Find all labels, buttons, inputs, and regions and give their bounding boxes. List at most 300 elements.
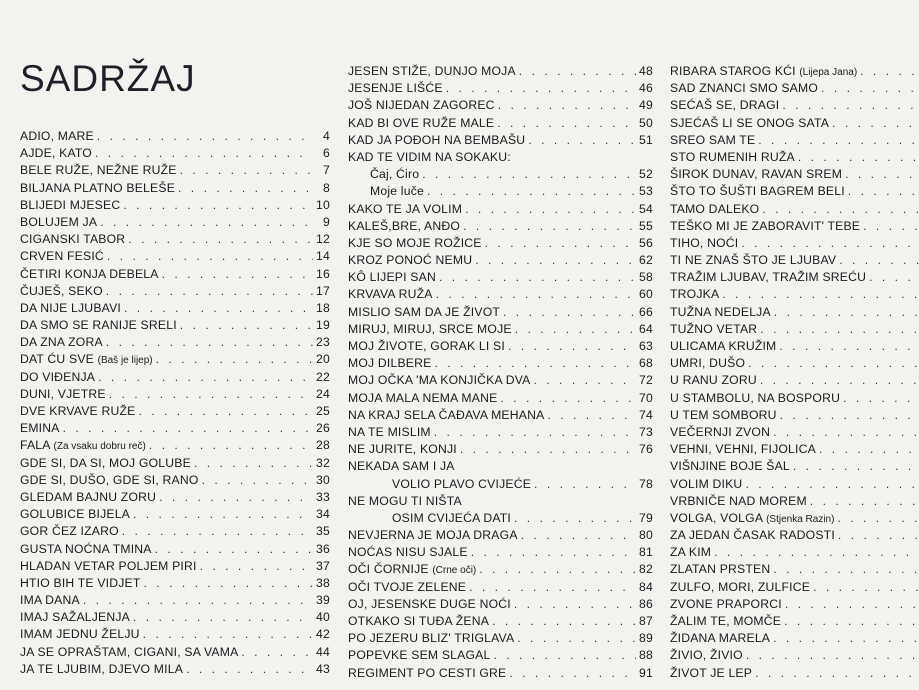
toc-entry <box>348 235 653 252</box>
toc-entry <box>670 647 919 664</box>
dot-leader <box>109 386 313 403</box>
song-title-text: ŽALIM TE, MOMČE <box>670 614 782 628</box>
song-title-text: OTKAKO SI TUĐA ŽENA <box>348 614 490 628</box>
song-title-text: NA KRAJ SELA ČAĐAVA MEHANA <box>348 407 545 422</box>
song-title-text: ŽIDANA MARELA <box>670 631 771 646</box>
song-title-text: TEŠKO MI JE ZABORAVIT' TEBE <box>670 218 861 233</box>
toc-entry <box>670 630 919 647</box>
page-number: 89 <box>639 631 653 646</box>
dot-leader <box>773 561 919 578</box>
toc-entry <box>670 235 919 252</box>
song-title <box>20 575 141 592</box>
dot-leader <box>722 286 919 303</box>
page-number: 34 <box>316 507 330 522</box>
toc-entry <box>20 420 330 437</box>
dot-leader <box>762 201 919 218</box>
toc-entry <box>670 166 919 183</box>
page-number: 48 <box>639 64 653 78</box>
page-number: 68 <box>639 356 653 371</box>
page-number: 9 <box>323 214 330 229</box>
toc-entry <box>670 80 919 97</box>
toc-entry <box>20 558 330 575</box>
toc-entry <box>670 407 919 424</box>
page-number: 38 <box>316 575 330 590</box>
page-number: 60 <box>639 287 653 302</box>
song-title <box>20 128 94 145</box>
song-title <box>348 458 455 475</box>
song-title-text: TRAŽIM LJUBAV, TRAŽIM SREĆU <box>670 270 867 285</box>
page-number: 55 <box>639 218 653 233</box>
song-title <box>20 283 103 300</box>
toc-entry <box>670 390 919 407</box>
dot-leader <box>471 544 636 561</box>
toc-entry <box>670 510 919 527</box>
page-number: 19 <box>316 318 330 333</box>
toc-entry <box>670 596 919 613</box>
dot-leader <box>779 338 919 355</box>
dot-leader <box>773 424 919 441</box>
page-number: 58 <box>639 270 653 285</box>
page-number: 81 <box>639 545 653 560</box>
toc-entry <box>20 472 330 489</box>
dot-leader <box>517 630 636 647</box>
page-number: 86 <box>639 596 653 611</box>
toc-entry <box>670 441 919 458</box>
song-alt-title: (Za vsaku dobru reč) <box>53 441 146 453</box>
dot-leader <box>98 369 313 386</box>
song-title-text: HLADAN VETAR POLJEM PIRI <box>20 558 197 573</box>
dot-leader <box>514 510 636 527</box>
song-title <box>348 372 531 389</box>
dot-leader <box>124 300 313 317</box>
song-title <box>670 476 742 493</box>
song-title-text: ČETIRI KONJA DEBELA <box>20 266 159 281</box>
song-title-text: Čaj, Ćiro <box>370 167 420 182</box>
dot-leader <box>793 458 919 475</box>
song-title-text: ČUJEŠ, SEKO <box>20 283 103 298</box>
song-title-text: GOLUBICE BIJELA <box>20 507 131 522</box>
dot-leader <box>100 214 313 231</box>
toc-entry <box>348 596 653 613</box>
page-number: 79 <box>639 510 653 525</box>
toc-entry <box>20 334 330 351</box>
dot-leader <box>159 489 313 506</box>
dot-leader <box>798 149 919 166</box>
dot-leader <box>493 647 636 664</box>
song-title <box>348 235 482 252</box>
song-title <box>670 63 857 80</box>
song-title-text: BILJANA PLATNO BELEŠE <box>20 180 176 195</box>
song-title <box>20 300 121 317</box>
toc-entry <box>348 458 653 475</box>
toc-entry <box>20 351 330 368</box>
song-title <box>670 80 818 97</box>
contents-column-2 <box>348 63 653 682</box>
song-title-text: KAD TE VIDIM NA SOKAKU: <box>348 149 511 164</box>
song-title <box>348 115 494 132</box>
song-title-text: MIRUJ, MIRUJ, SRCE MOJE <box>348 321 512 336</box>
page-number: 64 <box>639 321 653 336</box>
toc-entry <box>20 266 330 283</box>
page-number: 40 <box>316 610 330 625</box>
dot-leader <box>845 166 919 183</box>
dot-leader <box>780 407 919 424</box>
song-title <box>348 286 433 303</box>
dot-leader <box>422 166 636 183</box>
song-title-text: DA SMO SE RANIJE SRELI <box>20 318 177 333</box>
song-title-text: OČI TVOJE ZELENE <box>348 579 467 594</box>
song-title-text: ŽIVIO, ŽIVIO <box>670 648 743 663</box>
dot-leader <box>202 472 313 489</box>
dot-leader <box>465 201 636 218</box>
song-title <box>20 609 130 626</box>
dot-leader <box>748 355 919 372</box>
dot-leader <box>128 231 313 248</box>
song-title <box>670 579 810 596</box>
song-title <box>20 506 130 523</box>
toc-entry <box>348 115 653 132</box>
toc-entry <box>348 510 653 527</box>
song-title-text: NOĆAS NISU SJALE <box>348 545 468 560</box>
page-number: 26 <box>316 421 330 436</box>
contents-column-1 <box>20 128 330 678</box>
toc-entry <box>670 527 919 544</box>
song-title <box>20 197 120 214</box>
page-number: 36 <box>316 541 330 556</box>
song-title-text: ZVONE PRAPORCI <box>670 596 782 611</box>
song-title-text: KAD BI OVE RUŽE MALE <box>348 115 495 130</box>
toc-entry <box>348 321 653 338</box>
song-title-text: VEČERNJI ZVON <box>670 424 771 439</box>
page-number: 35 <box>316 524 330 539</box>
toc-entry <box>20 592 330 609</box>
song-title <box>348 321 512 338</box>
toc-entry <box>20 231 330 248</box>
song-title-text: MOJ DILBERE <box>348 356 432 371</box>
dot-leader <box>773 630 919 647</box>
song-title <box>348 149 511 166</box>
song-title <box>20 644 238 661</box>
song-title <box>20 351 153 369</box>
toc-entry <box>670 613 919 630</box>
dot-leader <box>515 321 636 338</box>
song-title <box>348 424 431 441</box>
toc-entry <box>20 437 330 454</box>
song-title <box>20 369 95 386</box>
song-title <box>20 523 119 540</box>
page-number: 28 <box>316 438 330 453</box>
toc-entry <box>670 338 919 355</box>
toc-entry <box>348 338 653 355</box>
song-title-text: TUŽNA NEDELJA <box>670 304 771 319</box>
toc-entry <box>348 441 653 458</box>
song-title-text: KAKO TE JA VOLIM <box>348 201 463 216</box>
page-number: 49 <box>639 98 653 113</box>
song-title <box>20 661 183 678</box>
dot-leader <box>144 575 313 592</box>
toc-entry <box>20 128 330 145</box>
song-title <box>20 541 152 558</box>
song-title-text: NEVJERNA JE MOJA DRAGA <box>348 528 518 543</box>
dot-leader <box>479 561 636 578</box>
toc-entry <box>20 180 330 197</box>
toc-entry <box>670 579 919 596</box>
song-title-text: KAD JA POĐOH NA BEMBAŠU <box>348 132 526 147</box>
dot-leader <box>760 321 919 338</box>
song-title-text: JESEN STIŽE, DUNJO MOJA <box>348 64 516 78</box>
song-title-text: KÔ LIJEPI SAN <box>348 270 436 285</box>
song-title <box>670 630 770 647</box>
toc-entry <box>348 544 653 561</box>
song-title <box>670 441 816 458</box>
song-title-text: NE MOGU TI NIŠTA <box>348 493 462 508</box>
song-title <box>348 647 490 664</box>
song-title-text: U RANU ZORU <box>670 373 757 388</box>
toc-entry <box>670 321 919 338</box>
dot-leader <box>819 441 919 458</box>
song-title-text: DA ZNA ZORA <box>20 335 103 350</box>
song-title <box>670 183 845 200</box>
page-number: 39 <box>316 593 330 608</box>
dot-leader <box>758 132 919 149</box>
song-title-text: SJEĆAŠ LI SE ONOG SATA <box>670 115 830 130</box>
song-title-text: TIHO, NOĆI <box>670 235 739 250</box>
song-title <box>348 166 419 183</box>
dot-leader <box>180 162 313 179</box>
song-title-text: CIGANSKI TABOR <box>20 232 126 247</box>
dot-leader <box>843 390 919 407</box>
dot-leader <box>200 558 313 575</box>
toc-entry <box>20 403 330 420</box>
page-number: 63 <box>639 339 653 353</box>
song-title <box>670 458 790 475</box>
page-number: 14 <box>316 249 330 264</box>
song-title <box>20 592 80 609</box>
dot-leader <box>83 592 313 609</box>
song-title-text: KRVAVA RUŽA <box>348 287 433 302</box>
toc-entry <box>670 149 919 166</box>
dot-leader <box>133 609 313 626</box>
song-title <box>670 252 836 269</box>
song-title <box>348 476 531 493</box>
contents-column-3 <box>670 63 919 682</box>
dot-leader <box>475 252 636 269</box>
song-title-text: SREO SAM TE <box>670 132 756 147</box>
toc-entry <box>20 197 330 214</box>
page-number: 24 <box>316 386 330 401</box>
page-number: 16 <box>316 266 330 281</box>
song-title-text: ZA KIM <box>670 545 712 560</box>
toc-entry <box>20 214 330 231</box>
dot-leader <box>107 248 313 265</box>
song-title <box>670 424 770 441</box>
song-title <box>20 386 106 403</box>
song-title <box>348 252 472 269</box>
song-title-text: MISLIO SAM DA JE ŽIVOT <box>348 304 501 319</box>
song-title <box>348 355 431 372</box>
toc-entry <box>348 304 653 321</box>
toc-entry <box>670 132 919 149</box>
song-title <box>670 596 782 613</box>
page-number: 32 <box>316 455 330 470</box>
song-title-text: OSIM CVIJEĆA DATI <box>392 510 511 525</box>
toc-entry <box>670 561 919 578</box>
song-title-text: DO VIĐENJA <box>20 369 96 384</box>
song-title <box>670 527 835 544</box>
song-title <box>670 561 770 578</box>
song-title <box>20 420 60 437</box>
song-title-text: DUNI, VJETRE <box>20 386 106 401</box>
toc-entry <box>20 248 330 265</box>
song-title-text: AJDE, KATO <box>20 146 92 161</box>
song-title-text: CRVEN FESIĆ <box>20 249 104 264</box>
page-number: 20 <box>316 352 330 367</box>
song-title-text: POPEVKE SEM SLAGAL <box>348 648 491 663</box>
page-number: 6 <box>323 146 330 161</box>
dot-leader <box>784 613 919 630</box>
toc-entry <box>348 407 653 424</box>
dot-leader <box>832 115 919 132</box>
song-title <box>348 201 462 218</box>
song-title <box>348 338 505 355</box>
dot-leader <box>97 128 313 145</box>
dot-leader <box>434 355 636 372</box>
toc-entry <box>348 527 653 544</box>
song-title-text: VRBNIČE NAD MOREM <box>670 493 807 508</box>
song-alt-title: (Baš je lijep) <box>97 355 153 367</box>
song-title <box>348 613 489 630</box>
song-title <box>348 132 525 149</box>
song-title-text: ADIO, MARE <box>20 129 94 143</box>
song-title-text: GDE SI, DA SI, MOJ GOLUBE <box>20 455 191 470</box>
page-number: 25 <box>316 404 330 418</box>
song-title <box>348 183 424 200</box>
dot-leader <box>106 334 313 351</box>
toc-entry <box>670 269 919 286</box>
toc-entry <box>20 506 330 523</box>
toc-entry <box>670 458 919 475</box>
song-title <box>348 510 511 527</box>
dot-leader <box>547 407 636 424</box>
page-number: 53 <box>639 184 653 199</box>
dot-leader <box>821 80 919 97</box>
page-number: 72 <box>639 373 653 388</box>
song-title <box>670 510 834 527</box>
dot-leader <box>194 455 313 472</box>
toc-entry <box>20 575 330 592</box>
song-title <box>20 266 159 283</box>
dot-leader <box>123 197 313 214</box>
toc-entry <box>20 386 330 403</box>
page-number: 4 <box>323 129 330 143</box>
dot-leader <box>133 506 313 523</box>
dot-leader <box>156 351 313 368</box>
song-title-text: MOJA MALA NEMA MANE <box>348 390 498 405</box>
song-title <box>670 321 757 338</box>
song-title-text: STO RUMENIH RUŽA <box>670 149 795 164</box>
song-title-text: JOŠ NIJEDAN ZAGOREC <box>348 98 495 113</box>
toc-entry <box>670 355 919 372</box>
page-number: 12 <box>316 232 330 247</box>
toc-entry <box>20 300 330 317</box>
page-number: 43 <box>316 661 330 676</box>
dot-leader <box>528 132 636 149</box>
dot-leader <box>503 304 636 321</box>
toc-entry <box>20 369 330 386</box>
toc-entry <box>670 115 919 132</box>
toc-entry <box>20 317 330 334</box>
page-number: 7 <box>323 163 330 178</box>
song-title-text: JESENJE LIŠĆE <box>348 81 443 96</box>
page-number: 52 <box>639 167 653 182</box>
dot-leader <box>427 183 636 200</box>
song-alt-title: (Lijepa Jana) <box>799 67 858 78</box>
song-alt-title: (Stjenka Razin) <box>766 513 835 525</box>
page-number: 22 <box>316 369 330 384</box>
song-title <box>348 304 500 321</box>
song-title-text: SAD ZNANCI SMO SAMO <box>670 81 819 96</box>
toc-entry <box>670 201 919 218</box>
song-title <box>670 390 840 407</box>
song-title <box>670 235 738 252</box>
dot-leader <box>839 252 919 269</box>
song-title-text: VOLIM DIKU <box>670 476 743 491</box>
toc-entry <box>348 493 653 510</box>
song-title-text: DAT ĆU SVE <box>20 352 95 367</box>
song-alt-title: (Crne oči) <box>432 565 477 577</box>
song-title-text: ŽIVOT JE LEP <box>670 665 753 680</box>
song-title-text: TUŽNO VETAR <box>670 321 758 336</box>
song-title-text: OJ, JESENSKE DUGE NOĆI <box>348 596 511 611</box>
song-title-text: JA SE OPRAŠTAM, CIGANI, SA VAMA <box>20 644 239 659</box>
page-number: 84 <box>639 579 653 594</box>
page-number: 18 <box>316 300 330 315</box>
song-title-text: PO JEZERU BLIZ' TRIGLAVA <box>348 631 515 646</box>
dot-leader <box>492 613 636 630</box>
song-title <box>20 455 191 472</box>
song-title <box>20 334 103 351</box>
page-number: 23 <box>316 335 330 350</box>
toc-entry <box>20 455 330 472</box>
song-title <box>20 214 97 231</box>
page-number: 54 <box>639 201 653 216</box>
dot-leader <box>241 644 313 661</box>
toc-entry <box>20 162 330 179</box>
song-title-text: KJE SO MOJE ROŽICE <box>348 235 482 250</box>
song-title <box>348 665 506 682</box>
song-title <box>670 613 781 630</box>
toc-entry <box>670 424 919 441</box>
dot-leader <box>178 180 313 197</box>
song-title <box>348 561 476 579</box>
dot-leader <box>534 476 636 493</box>
page-number: 30 <box>316 472 330 487</box>
song-title-text: IMAM JEDNU ŽELJU <box>20 627 140 642</box>
dot-leader <box>514 596 636 613</box>
toc-entry <box>348 80 653 97</box>
song-title-text: U STAMBOLU, NA BOSPORU <box>670 390 841 405</box>
page-number: 50 <box>639 115 653 130</box>
song-title-text: TI NE ZNAŠ ŠTO JE LJUBAV <box>670 253 837 268</box>
dot-leader <box>782 97 919 114</box>
song-title-text: ZA JEDAN ČASAK RADOSTI <box>670 528 835 543</box>
song-title-text: DA NIJE LJUBAVI <box>20 300 121 315</box>
song-title-text: IMAJ SAŽALJENJA <box>20 610 131 625</box>
toc-entry <box>348 665 653 682</box>
song-title-text: KALEŠ,BRE, ANĐO <box>348 218 461 233</box>
song-title <box>348 407 544 424</box>
dot-leader <box>460 441 636 458</box>
